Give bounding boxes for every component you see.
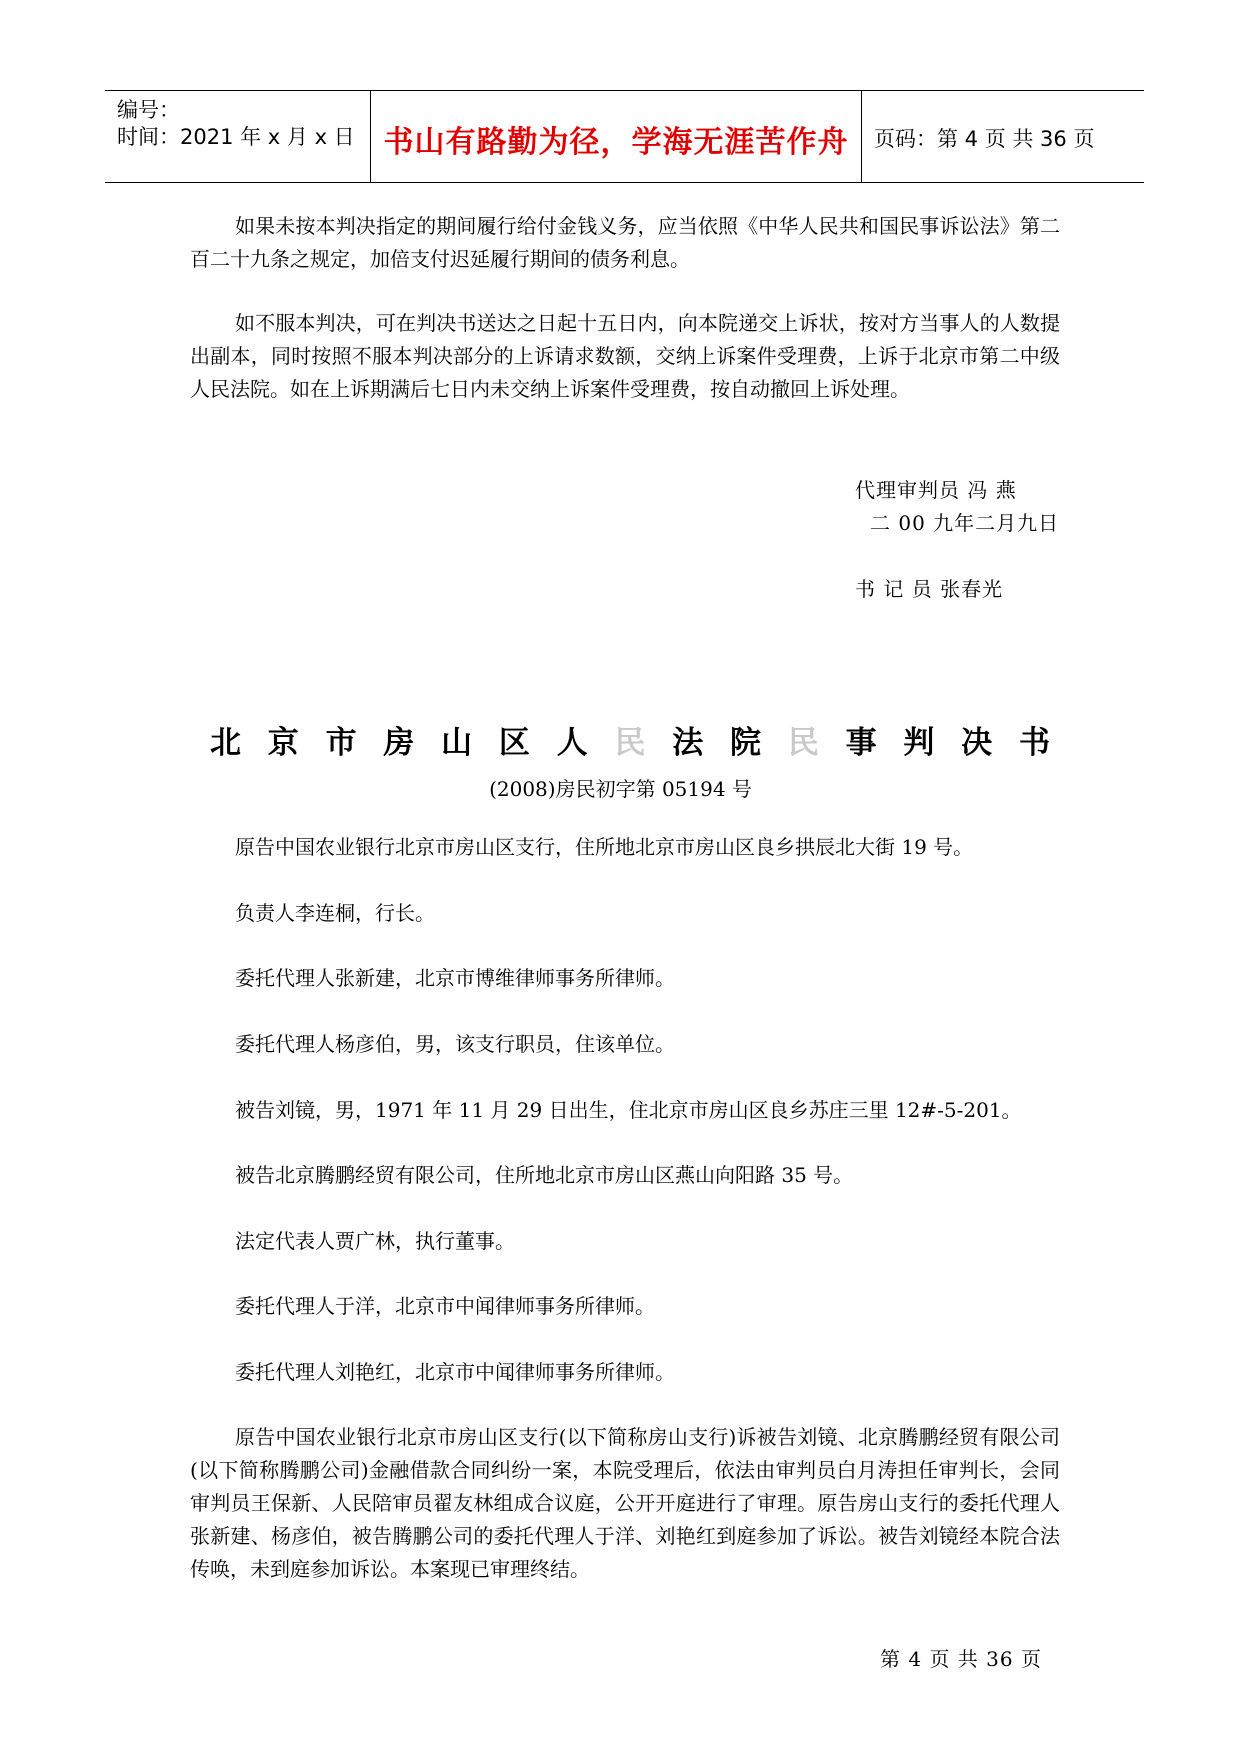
- signature-clerk: 书 记 员 张春光: [855, 577, 1004, 601]
- title-char: 判: [903, 725, 935, 761]
- header-number-label: 编号：: [117, 98, 180, 122]
- header-time-label: 时间：2021 年 x 月 x 日: [117, 125, 355, 149]
- title-char: 北: [210, 725, 241, 761]
- header-motto-cell: [371, 91, 862, 182]
- signature-date: 二 00 九年二月九日: [870, 511, 1060, 535]
- signature-judge: 代理审判员 冯 燕: [855, 478, 1017, 502]
- paragraph-case-summary: 原告中国农业银行北京市房山区支行(以下简称房山支行)诉被告刘镜、北京腾鹏经贸有限公司(以下简称腾鹏公司)金融借款合同纠纷一案，本院受理后，依法由审判员白月涛担任审判长，会同审判员王保新、人民陪审员翟友林组成合议庭，公开开庭进行了审理。原告房山支行的委托代理人张新建、杨彦伯，被告腾鹏公司的委托代理人于洋、刘艳红到庭参加了诉讼。被告刘镜经本院合法传唤，未到庭参加诉讼。本案现已审理终结。: [190, 1425, 1060, 1581]
- case-number: (2008)房民初字第 05194 号: [489, 777, 752, 801]
- title-char: 事: [845, 725, 877, 761]
- party-line: 被告北京腾鹏经贸有限公司，住所地北京市房山区燕山向阳路 35 号。: [235, 1163, 854, 1187]
- title-char: 人: [556, 725, 588, 761]
- title-char: 院: [730, 725, 762, 761]
- party-line: 委托代理人杨彦伯，男，该支行职员，住该单位。: [235, 1032, 675, 1056]
- paragraph-appeal: 如不服本判决，可在判决书送达之日起十五日内，向本院递交上诉状，按对方当事人的人数提出副本，同时按照不服本判决部分的上诉请求数额，交纳上诉案件受理费，上诉于北京市第二中级人民法院。如在上诉期满后七日内未交纳上诉案件受理费，按自动撤回上诉处理。: [190, 311, 1060, 401]
- party-line: 委托代理人张新建，北京市博维律师事务所律师。: [235, 966, 675, 990]
- title-char: 法: [672, 725, 704, 761]
- header-motto: 书山有路勤为径，学海无涯苦作舟: [383, 125, 849, 160]
- title-char: 市: [325, 725, 357, 761]
- party-line: 委托代理人于洋，北京市中闻律师事务所律师。: [235, 1294, 655, 1318]
- party-line: 法定代表人贾广林，执行董事。: [235, 1229, 515, 1253]
- title-char: 房: [383, 725, 415, 761]
- title-char: 区: [498, 725, 530, 761]
- paragraph-interest: 如果未按本判决指定的期间履行给付金钱义务，应当依照《中华人民共和国民事诉讼法》第二百二十九条之规定，加倍支付迟延履行期间的债务利息。: [190, 214, 1060, 271]
- page-footer: 第 4 页 共 36 页: [880, 1647, 1042, 1671]
- title-char-faded: 民: [787, 725, 819, 761]
- party-line: 负责人李连桐，行长。: [235, 901, 435, 925]
- header-page-cell: [862, 91, 1144, 182]
- title-char: 决: [961, 725, 993, 761]
- title-char: 山: [441, 725, 473, 761]
- header-info-cell: [105, 91, 371, 182]
- document-title: [210, 717, 1050, 762]
- page-header: [105, 90, 1144, 183]
- title-char-faded: 民: [614, 725, 646, 761]
- header-page-label: 页码：第 4 页 共 36 页: [874, 127, 1095, 151]
- title-char: 书: [1018, 725, 1050, 761]
- party-line: 委托代理人刘艳红，北京市中闻律师事务所律师。: [235, 1360, 675, 1384]
- party-line: 被告刘镜，男，1971 年 11 月 29 日出生，住北京市房山区良乡苏庄三里 12#-5-201。: [235, 1098, 1022, 1122]
- title-char: 京: [267, 725, 299, 761]
- party-line: 原告中国农业银行北京市房山区支行，住所地北京市房山区良乡拱辰北大街 19 号。: [235, 835, 974, 859]
